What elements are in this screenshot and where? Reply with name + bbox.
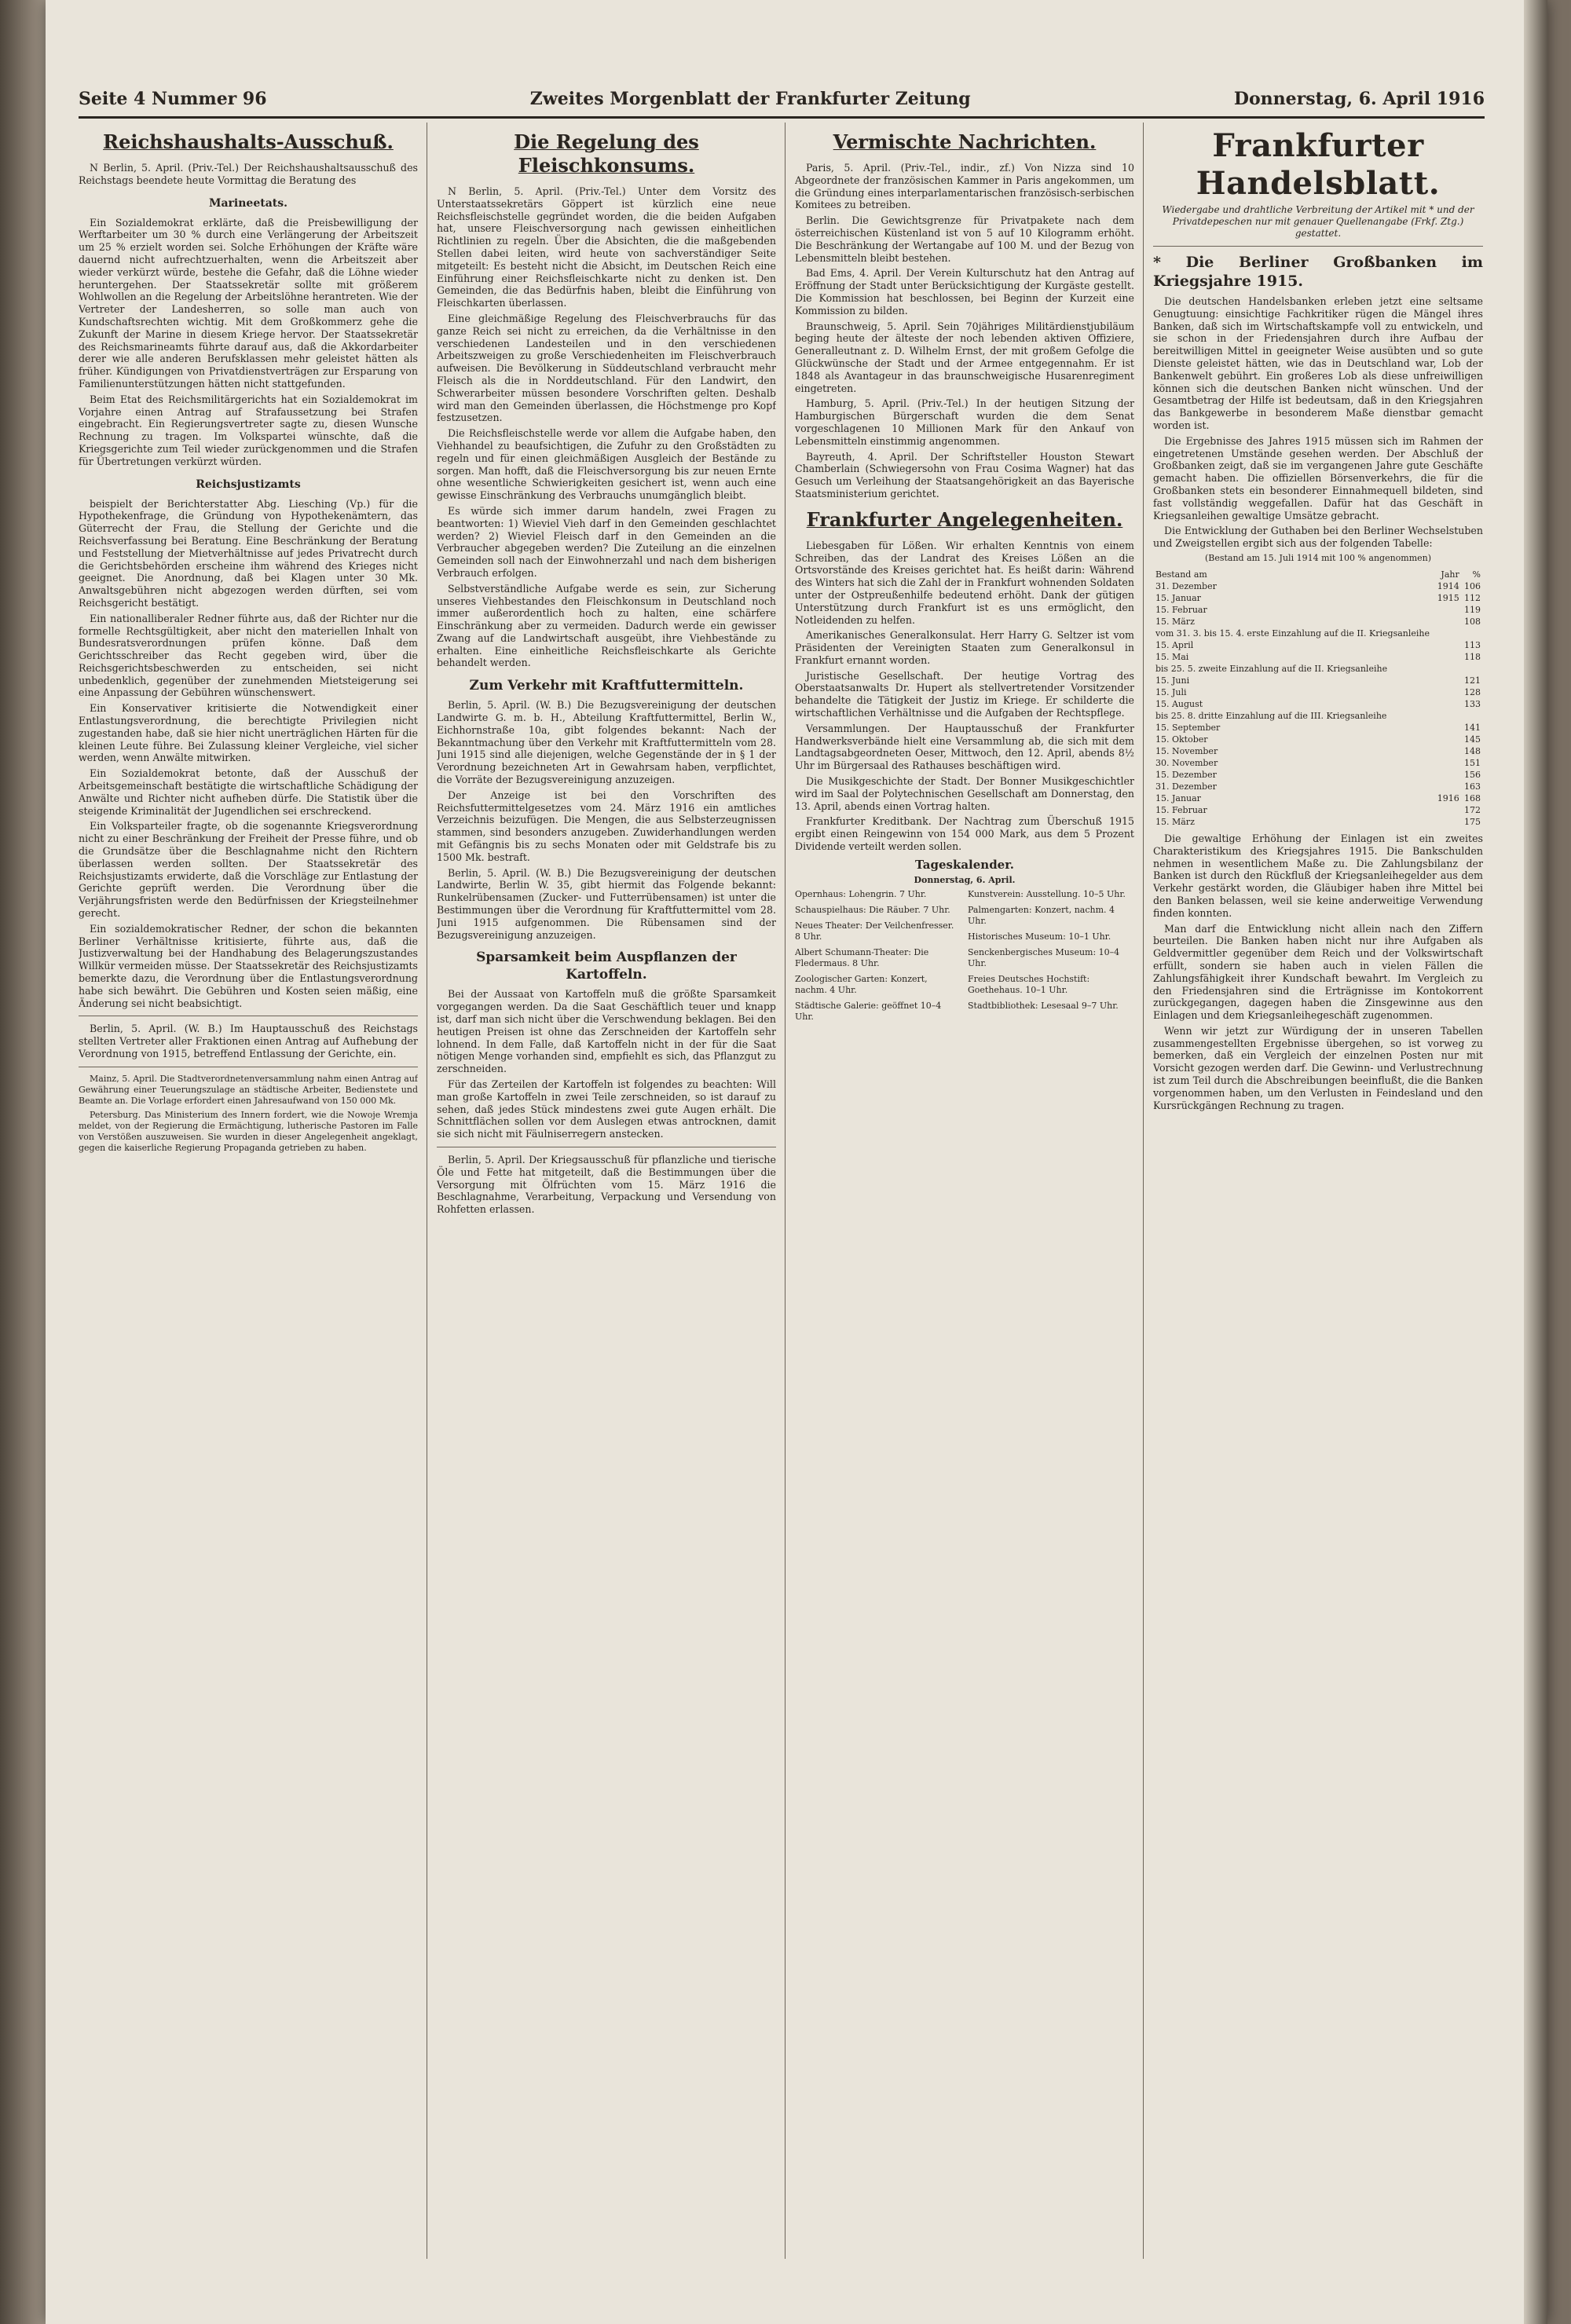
table-cell: 1914: [1437, 580, 1459, 591]
column-rule: [1143, 123, 1144, 2259]
article-paragraph: Amerikanisches Generalkonsulat. Herr Harry G. Seltzer ist vom Präsidenten der Vereinigten Staaten zum Generalkonsul in Frankfurt ernannt worden.: [795, 629, 1134, 666]
table-cell: [1434, 675, 1461, 686]
table-cell: [1462, 710, 1483, 722]
table-cell: 15. Februar: [1155, 804, 1207, 815]
table-cell: [1434, 816, 1461, 828]
table-cell: [1434, 757, 1461, 769]
article-paragraph: Man darf die Entwicklung nicht allein nach den Ziffern beurteilen. Die Banken haben nicht nur ihre Aufgaben als Geldvermittler gegenüber dem Reich und der Volkswirtschaft erfüllt, sondern sie haben auch in vielen Fällen die Zahlungsfähigkeit ihrer Kundschaft bewahrt. Im Vergleich zu den Friedensjahren sind die Erträgnisse im Kontokorrent zurückgegangen, dagegen haben die Zinsgewinne aus den Einlagen und dem Kriegsanleihegeschäft zugenommen.: [1153, 922, 1483, 1022]
article-paragraph: Versammlungen. Der Hauptausschuß der Frankfurter Handwerksverbände hielt eine Versammlung ab, die sich mit dem Landtagsabgeordneten Oeser, Mittwoch, den 12. April, abends 8½ Uhr im Bürgersaal des Rathauses beschäftigen wird.: [795, 722, 1134, 772]
table-cell: 175: [1464, 816, 1481, 827]
tageskalender-entry: Opernhaus: Lohengrin. 7 Uhr.: [795, 888, 927, 899]
table-cell: 156: [1464, 769, 1481, 780]
guthaben-table: [1153, 569, 1483, 828]
table-cell: 1915: [1437, 592, 1459, 603]
table-cell: 15. Juni: [1155, 675, 1190, 686]
page-header: [79, 83, 1485, 115]
table-cell: bis 25. 8. dritte Einzahlung auf die III. Kriegsanleihe: [1155, 710, 1387, 721]
table-row: [1153, 628, 1483, 639]
table-cell: [1434, 710, 1461, 722]
article-paragraph: Ein Sozialdemokrat erklärte, daß die Preisbewilligung der Werftarbeiter um 30 % durch eine Verlängerung der Arbeitszeit um 25 % erzielt worden sei. Solche Erhöhungen der Kräfte wäre dauernd nicht aufrechtzuerhalten, wenn die Arbeitszeit aber wieder verkürzt würde, bestehe die Gefahr, daß die Löhne wieder heruntergehen. Der Staatssekretär sollte mit größerem Wohlwollen an die Regelung der Arbeitslöhne herantreten. Wie der Vertreter der Landesherren, so solle man auch von Kundschaftsrechten wichtig. Mit dem Großkommerz gehe die Zukunft der Marine in diesem Kriege hervor. Der Staatssekretär des Reichsmarineamts führte darauf aus, daß die Akkordarbeiter derer wie alle anderen Berufsklassen mehr geleistet hätten als früher. Kündigungen von Privatdienstverträgen zur Ersparung von Familienunterstützungen hätten nicht stattgefunden.: [79, 216, 418, 390]
table-row: [1153, 792, 1483, 804]
table-cell: 15. Januar: [1155, 792, 1201, 803]
article-paragraph: Berlin, 5. April. (W. B.) Die Bezugsvereinigung der deutschen Landwirte G. m. b. H., Abteilung Kraftfuttermittel, Berlin W., Eichhornstraße 10a, gibt folgendes bekannt: Nach der Bekanntmachung über den Verkehr mit Kraftfuttermitteln vom 28. Juni 1915 sind alle diejenigen, welche Gegenstände der in § 1 der Verordnung bezeichneten Art in Gewahrsam haben, verpflichtet, die Vorräte der Bezugsvereinigung anzuzeigen.: [437, 699, 776, 786]
section-rule: [1153, 246, 1483, 247]
table-cell: 31. Dezember: [1155, 580, 1217, 591]
table-row: [1153, 686, 1483, 698]
article-paragraph: Die Reichsfleischstelle werde vor allem die Aufgabe haben, den Viehhandel zu beaufsichtigen, die Zufuhr zu den Großstädten zu regeln und für einen gleichmäßigen Ausgleich der Bestände zu sorgen. Man hofft, daß die Fleischversorgung bis zur neuen Ernte ohne wesentliche Schwierigkeiten gesichert ist, wenn auch eine gewisse Einschränkung des Verbrauchs unumgänglich bleibt.: [437, 427, 776, 502]
article-paragraph: beispielt der Berichterstatter Abg. Liesching (Vp.) für die Hypothekenfrage, die Gründung von Hypothekenämtern, das Güterrecht der Frau, die Stellung der Gerichte und die Reichsverfassung bei Beratung. Eine Beschränkung der Beratung und Feststellung der Mietverhältnisse auf jedes Privatrecht durch die Gerichtsbehörden erscheine ihm während des Krieges nicht geeignet. Die Anordnung, daß bei Klagen unter 30 Mk. Anwaltsgebühren nicht abgezogen werden dürften, sei vom Reichsgericht bestätigt.: [79, 497, 418, 609]
table-cell: [1434, 651, 1461, 663]
table-row: [1153, 663, 1483, 675]
table-cell: 15. März: [1155, 616, 1195, 627]
tageskalender-entry: Historisches Museum: 10–1 Uhr.: [968, 931, 1111, 942]
table-cell: [1434, 804, 1461, 816]
table-cell: 108: [1464, 616, 1481, 627]
table-cell: 163: [1464, 781, 1481, 792]
article-headline: Vermischte Nachrichten.: [833, 130, 1097, 153]
article-paragraph: Juristische Gesellschaft. Der heutige Vortrag des Oberstaatsanwalts Dr. Hupert als stellvertretender Vorsitzender behandelte die Tätigkeit der Justiz im Kriege. Er schilderte die wirtschaftlichen Verhältnisse und die Aufgaben der Rechtspflege.: [795, 669, 1134, 719]
table-row: [1153, 651, 1483, 663]
table-row: [1153, 781, 1483, 792]
table-row: [1153, 639, 1483, 651]
table-row: [1153, 698, 1483, 710]
article-subhead: Sparsamkeit beim Auspflanzen der Kartoffeln.: [476, 950, 737, 983]
table-header-cell: Bestand am: [1155, 569, 1207, 580]
table-row: [1153, 734, 1483, 745]
header-date: Donnerstag, 6. April 1916: [1233, 89, 1485, 109]
article-paragraph: Selbstverständliche Aufgabe werde es sein, zur Sicherung unseres Viehbestandes den Fleischkonsum in Deutschland noch immer außerordentlich hoch zu halten, eine schärfere Einschränkung aber zu vermeiden. Dadurch werde ein gewisser Zwang auf die Landwirtschaft ausgeübt, ihre Viehbestände zu erhalten. Eine einheitliche Reichsfleischkarte als Gerichte behandelt werden.: [437, 582, 776, 669]
table-cell: [1462, 663, 1483, 675]
article-paragraph: Beim Etat des Reichsmilitärgerichts hat ein Sozialdemokrat im Vorjahre einen Antrag auf Strafaussetzung bei Strafen eingebracht. Ein Regierungsvertreter sagte zu, diesen Wunsche Rechnung zu tragen. Im Volkspartei wünschte, daß die Kriegsgerichte zum Teil wieder zurückgenommen und die Strafen für Übertretungen verkürzt würden.: [79, 393, 418, 467]
header-rule: [79, 116, 1485, 119]
article-paragraph: Die Ergebnisse des Jahres 1915 müssen sich im Rahmen der eingetretenen Umstände gesehen werden. Der Abschluß der Großbanken zeigt, daß sie im vergangenen Jahre gute Geschäfte gemacht haben. Die offiziellen Börsenverkehrs, die für die Großbanken stets ein besonderer Einnahmequell bildeten, sind fast vollständig weggefallen. Dafür hat das Geschäft in Kriegsanleihen gewaltige Umsätze gebracht.: [1153, 434, 1483, 522]
article-paragraph: Bei der Aussaat von Kartoffeln muß die größte Sparsamkeit vorgegangen werden. Da die Saat Geschäftlich teuer und knapp ist, darf man sich nicht über die Verschwendung beklagen. Bei den heutigen Preisen ist ohne das Zerschneiden der Kartoffeln sehr lohnend. In dem Falle, daß Kartoffeln nicht in der für die Saat nötigen Menge vorhanden sind, empfiehlt es sich, das Pflanzgut zu zerschneiden.: [437, 988, 776, 1075]
table-cell: [1434, 628, 1461, 639]
article-paragraph: Ein Sozialdemokrat betonte, daß der Ausschuß der Arbeitsgemeinschaft bestätigte die wirtschaftliche Schädigung der Anwälte und Richter nicht aufheben dürfe. Die Statistik über die steigende Kriminalität der Jugendlichen sei erschreckend.: [79, 767, 418, 817]
table-cell: 15. April: [1155, 639, 1194, 650]
article-paragraph: Ein Volksparteiler fragte, ob die sogenannte Kriegsverordnung nicht zu einer Beschränkung der Freiheit der Presse führe, und ob die Grundsätze über die Beschlagnahme nicht den Richtern überlassen werden sollten. Der Staatssekretär des Reichsjustizamts erwiderte, daß die Vorschläge zur Entlastung der Gerichte geprüft werden. Die Verordnung über die Verjährungsfristen werde den Bedürfnissen der Kriegsteilnehmer gerecht.: [79, 820, 418, 920]
article-paragraph: Die Musikgeschichte der Stadt. Der Bonner Musikgeschichtler wird im Saal der Polytechnischen Gesellschaft am Donnerstag, den 13. April, abends einen Vortrag halten.: [795, 775, 1134, 812]
table-cell: 15. November: [1155, 745, 1218, 756]
table-row: [1153, 616, 1483, 628]
table-cell: 121: [1464, 675, 1481, 686]
table-row: [1153, 580, 1483, 592]
tageskalender-entry: Palmengarten: Konzert, nachm. 4 Uhr.: [968, 904, 1115, 926]
table-cell: [1434, 663, 1461, 675]
table-cell: [1434, 639, 1461, 651]
table-cell: 15. Januar: [1155, 592, 1201, 603]
table-row: [1153, 757, 1483, 769]
article-paragraph: Eine gleichmäßige Regelung des Fleischverbrauchs für das ganze Reich sei nicht zu erreichen, da die Verhältnisse in den verschiedenen Landesteilen und in den verschiedenen Arbeitszweigen zu große Verschiedenheiten im Fleischverbrauch aufweisen. Die Bevölkerung in Süddeutschland verbraucht mehr Fleisch als die in Norddeutschland. Für den Landwirt, den Schwerarbeiter müssen besondere Vorschriften gelten. Deshalb wird man den Gemeinden überlassen, die Höchstmenge pro Kopf festzusetzen.: [437, 312, 776, 424]
table-row: [1153, 592, 1483, 604]
tageskalender-entry: Schauspielhaus: Die Räuber. 7 Uhr.: [795, 904, 950, 915]
column-vermischtes: [795, 123, 1134, 2282]
article-paragraph: Mainz, 5. April. Die Stadtverordnetenversammlung nahm einen Antrag auf Gewährung einer Teuerungszulage an städtische Arbeiter, Bedienstete und Beamte an. Die Vorlage erfordert einen Jahresaufwand von 150 000 Mk.: [79, 1073, 418, 1106]
table-cell: 128: [1464, 686, 1481, 697]
table-cell: [1434, 769, 1461, 781]
table-row: [1153, 710, 1483, 722]
table-cell: 15. Mai: [1155, 651, 1189, 662]
article-paragraph: Ein Konservativer kritisierte die Notwendigkeit einer Entlastungsverordnung, die berechtigte Privilegien nicht zugestanden habe, daß sie hier nicht unerträglichen Härten für die kleinen Leute führe. Bei Zulassung kleiner Vergleiche, viel sicher werden, wenn Anwälte mitwirken.: [79, 702, 418, 764]
article-paragraph: Frankfurter Kreditbank. Der Nachtrag zum Überschuß 1915 ergibt einen Reingewinn von 154 000 Mark, aus dem 5 Prozent Dividende verteilt werden sollen.: [795, 815, 1134, 853]
table-row: [1153, 722, 1483, 734]
section-headline: Frankfurter Angelegenheiten.: [806, 507, 1123, 531]
article-paragraph: Berlin. Die Gewichtsgrenze für Privatpakete nach dem österreichischen Küstenland ist von 5 auf 10 Kilogramm erhöht. Die Beschränkung der Wertangabe auf 100 M. und der Bezug von Lebensmitteln bleibt bestehen.: [795, 214, 1134, 264]
article-paragraph: Berlin, 5. April. (W. B.) Die Bezugsvereinigung der deutschen Landwirte, Berlin W. 35, gibt hiermit das Folgende bekannt: Runkelrübensamen (Zucker- und Futterrübensamen) ist unter die Bestimmungen über die Verordnung für Kraftfuttermittel vom 28. Juni 1915 aufgenommen. Die Rübensamen sind der Bezugsvereinigung anzuzeigen.: [437, 866, 776, 941]
table-cell: 1916: [1437, 792, 1459, 803]
article-subhead: Marineetats.: [208, 196, 288, 210]
column-rule: [785, 123, 786, 2259]
article-paragraph: Die Entwicklung der Guthaben bei den Berliner Wechselstuben und Zweigstellen ergibt sich aus der folgenden Tabelle:: [1153, 525, 1483, 550]
table-cell: 15. März: [1155, 816, 1195, 827]
table-cell: 15. Oktober: [1155, 734, 1208, 745]
article-paragraph: Ein nationalliberaler Redner führte aus, daß der Richter nur die formelle Rechtsgültigkeit, aber nicht den materiellen Inhalt von Bundesratsverordnungen prüfen könne. Daß dem Gerichtsschreiber das Recht gegeben wird, über die Reichsgerichtsbeschwerden zu entscheiden, sei nicht unbedenklich, gegenüber der zunehmenden Mietsteigerung sei eine Anpassung der Gebühren wünschenswert.: [79, 612, 418, 699]
tageskalender-entry: Kunstverein: Ausstellung. 10–5 Uhr.: [968, 888, 1126, 899]
table-cell: 172: [1464, 804, 1481, 815]
table-cell: [1434, 686, 1461, 698]
tageskalender-entry: Senckenbergisches Museum: 10–4 Uhr.: [968, 946, 1120, 968]
table-row: [1153, 816, 1483, 828]
article-headline: Die Regelung des Fleischkonsums.: [514, 130, 699, 177]
table-cell: 145: [1464, 734, 1481, 745]
table-cell: 31. Dezember: [1155, 781, 1217, 792]
tageskalender-entry: Neues Theater: Der Veilchenfresser. 8 Uhr.: [795, 920, 954, 942]
table-cell: [1434, 734, 1461, 745]
table-header-row: [1153, 569, 1483, 580]
column-fleischkonsum: [437, 123, 776, 2282]
article-subhead: Reichsjustizamts: [196, 478, 301, 491]
next-page-edge: [1524, 0, 1547, 2324]
article-paragraph: Bayreuth, 4. April. Der Schriftsteller Houston Stewart Chamberlain (Schwiegersohn von Frau Cosima Wagner) hat das Gesuch um Verleihung der Staatsangehörigkeit an das Bayerische Staatsministerium gerichtet.: [795, 450, 1134, 500]
tageskalender-date: Donnerstag, 6. April.: [914, 874, 1016, 885]
article-paragraph: Hamburg, 5. April. (Priv.-Tel.) In der heutigen Sitzung der Hamburgischen Bürgerschaft wurden die dem Senat vorgeschlagenen 10 Millionen Mark für den Ankauf von Lebensmitteln einstimmig angenommen.: [795, 397, 1134, 447]
table-cell: 15. August: [1155, 698, 1203, 709]
table-cell: [1434, 698, 1461, 710]
article-paragraph: Die deutschen Handelsbanken erleben jetzt eine seltsame Genugtuung: einsichtige Fachkritiker rügen die Mängel ihres Banken, daß sich im Wirtschaftskampfe voll zu entwickeln, und sie schon in der Friedensjahren durch ihre Aufbau der bereitwilligen Mittel in geeigneter Weise ausübten und so gute Dienste geleistet hätten, wie das in Deutschland war, Lob der Bankenwelt gebührt. Ein großeres Lob als diese unfreiwilligen können sich die deutschen Banken nicht wünschen. Und der Gesamtbetrag der Hilfe ist bedeutsam, daß in den Kriegsjahren das Bankgewerbe in besonderem Maße dienstbar gemacht worden ist.: [1153, 295, 1483, 431]
table-row: [1153, 769, 1483, 781]
column-reichshaushalt: [79, 123, 418, 2282]
table-cell: 151: [1464, 757, 1481, 768]
article-paragraph: N Berlin, 5. April. (Priv.-Tel.) Unter dem Vorsitz des Unterstaatssekretärs Göppert ist kürzlich eine neue Reichsfleischstelle gegründet worden, die die beiden Aufgaben hat, unsere Fleischversorgung nach gewissen einheitlichen Richtlinien zu regeln. Über die Absichten, die die maßgebenden Stellen dabei leiten, wird heute von sachverständiger Seite mitgeteilt: Es besteht nicht die Absicht, im Deutschen Reich eine Einführung einer Reichsfleischkarte nicht zu denken ist. Den Gemeinden, die das Bedürfnis haben, bleibt die Einführung von Fleischkarten überlassen.: [437, 185, 776, 309]
article-paragraph: Der Anzeige ist bei den Vorschriften des Reichsfuttermittelgesetzes vom 24. März 1916 ein amtliches Verzeichnis beizufügen. Die Mengen, die aus Selbsterzeugnissen stammen, sind besonders anzugeben. Zuwiderhandlungen werden mit Gefängnis bis zu sechs Monaten oder mit Geldstrafe bis zu 1500 Mk. bestraft.: [437, 789, 776, 863]
article-paragraph: Braunschweig, 5. April. Sein 70jähriges Militärdienstjubiläum beging heute der älteste der noch lebenden aktiven Offiziere, Generalleutnant z. D. Wilhelm Ernst, der mit großem Gefolge die Glückwünsche der Stadt und der Armee entgegennahm. Er ist 1848 als Avantageur in das braunschweigische Husarenregiment eingetreten.: [795, 320, 1134, 394]
table-header-cell: Jahr: [1441, 569, 1459, 580]
tageskalender-entry: Stadtbibliothek: Lesesaal 9–7 Uhr.: [968, 1000, 1119, 1011]
table-header-cell: %: [1472, 569, 1481, 580]
table-cell: 119: [1464, 604, 1481, 615]
tageskalender-entry: Freies Deutsches Hochstift: Goethehaus. 10–1 Uhr.: [968, 973, 1090, 995]
table-cell: 15. Dezember: [1155, 769, 1217, 780]
table-cell: [1434, 745, 1461, 757]
article-headline: * Die Berliner Großbanken im Kriegsjahre 1915.: [1153, 254, 1483, 290]
table-cell: bis 25. 5. zweite Einzahlung auf die II. Kriegsanleihe: [1155, 663, 1388, 674]
article-paragraph: N Berlin, 5. April. (Priv.-Tel.) Der Reichshaushaltsausschuß des Reichstags beendete heute Vormittag die Beratung des: [79, 162, 418, 186]
tageskalender-entry: Städtische Galerie: geöffnet 10–4 Uhr.: [795, 1000, 942, 1022]
article-headline: Reichshaushalts-Ausschuß.: [103, 130, 394, 153]
table-cell: 112: [1464, 592, 1481, 603]
article-paragraph: Berlin, 5. April. (W. B.) Im Hauptausschuß des Reichstags stellten Vertreter aller Fraktionen einen Antrag auf Aufhebung der Verordnung von 1915, betreffend Entlassung der Gerichte, ein.: [79, 1023, 418, 1060]
table-cell: 133: [1464, 698, 1481, 709]
table-cell: 15. September: [1155, 722, 1221, 733]
article-paragraph: Paris, 5. April. (Priv.-Tel., indir., zf.) Von Nizza sind 10 Abgeordnete der französischen Kammer in Paris angekommen, um die Gründung eines interparlamentarischen französisch-serbischen Komitees zu betreiben.: [795, 162, 1134, 211]
article-paragraph: Für das Zerteilen der Kartoffeln ist folgendes zu beachten: Will man große Kartoffeln in zwei Teile zerschneiden, so ist darauf zu sehen, daß jedes Stück mindestens zwei gute Augen erhält. Die Schnittflächen sollen vor dem Auslegen etwas antrocknen, damit sie sich nicht mit Fäulniserregern anstecken.: [437, 1078, 776, 1140]
handelsblatt-notice: Wiedergabe und drahtliche Verbreitung der Artikel mit * und der Privatdepeschen nur mit genauer Quellenangabe (Frkf. Ztg.) gestattet.: [1162, 204, 1474, 239]
table-cell: [1434, 722, 1461, 734]
table-cell: vom 31. 3. bis 15. 4. erste Einzahlung auf die II. Kriegsanleihe: [1155, 628, 1430, 639]
article-subhead: Zum Verkehr mit Kraftfuttermitteln.: [469, 678, 744, 694]
table-cell: [1434, 616, 1461, 628]
table-cell: 15. Februar: [1155, 604, 1207, 615]
tageskalender-list: [795, 889, 1134, 1027]
book-binding-left: [0, 0, 46, 2324]
table-cell: 30. November: [1155, 757, 1218, 768]
tageskalender-heading: Tageskalender.: [915, 857, 1014, 872]
table-cell: 141: [1464, 722, 1481, 733]
table-cell: [1434, 604, 1461, 616]
table-row: [1153, 604, 1483, 616]
table-cell: 118: [1464, 651, 1481, 662]
article-paragraph: Berlin, 5. April. Der Kriegsausschuß für pflanzliche und tierische Öle und Fette hat mitgeteilt, daß die Bestimmungen über die Versorgung mit Ölfrüchten vom 15. März 1916 die Beschlagnahme, Verarbeitung, Verpackung und Versendung von Rohfetten erlassen.: [437, 1153, 776, 1216]
table-row: [1153, 675, 1483, 686]
header-page-number: Seite 4 Nummer 96: [79, 89, 267, 109]
tageskalender-entry: Albert Schumann-Theater: Die Fledermaus. 8 Uhr.: [795, 946, 929, 968]
article-paragraph: Es würde sich immer darum handeln, zwei Fragen zu beantworten: 1) Wieviel Vieh darf in den Gemeinden geschlachtet werden? 2) Wieviel Fleisch darf in den Gemeinden an die Verbraucher abgegeben werden? Die Zuteilung an die einzelnen Gemeinden soll nach der Einwohnerzahl und nach dem bisherigen Verbrauch erfolgen.: [437, 504, 776, 579]
table-row: [1153, 804, 1483, 816]
article-paragraph: Petersburg. Das Ministerium des Innern fordert, wie die Nowoje Wremja meldet, von der Regierung die Ermächtigung, lutherische Pastoren im Falle von Verstößen auszuweisen. Sie wurden in dieser Angelegenheit angeklagt, gegen die kaiserliche Regierung Propaganda getrieben zu haben.: [79, 1109, 418, 1153]
handelsblatt-title: Frankfurter Handelsblatt.: [1196, 127, 1441, 202]
table-cell: [1434, 781, 1461, 792]
article-paragraph: Ein sozialdemokratischer Redner, der schon die bekannten Berliner Verhältnisse kritisierte, führte aus, daß die Justizverwaltung bei der Handhabung des Belagerungszustandes Willkür vermeiden müsse. Der Staatssekretär des Reichsjustizamts bemerkte dazu, die Verordnung über die Entlastungsverordnung habe sich bewährt. Die Gebühren und Kosten seien mäßig, eine Änderung sei nicht beabsichtigt.: [79, 922, 418, 1009]
table-caption: (Bestand am 15. Juli 1914 mit 100 % angenommen): [1204, 552, 1432, 563]
tageskalender-entry: Zoologischer Garten: Konzert, nachm. 4 Uhr.: [795, 973, 928, 995]
article-paragraph: Liebesgaben für Lößen. Wir erhalten Kenntnis von einem Schreiben, das der Landrat des Kreises Lößen an die Ortsvorstände des Kreises gerichtet hat. Es heißt darin: Während des Winters hat sich die Zahl der in Frankfurt wohnenden Soldaten unter der Ostpreußenhilfe bedeutend erhöht. Dank der gütigen Unterstützung durch Frankfurt ist es uns ermöglicht, den Notleidenden zu helfen.: [795, 539, 1134, 626]
article-paragraph: Die gewaltige Erhöhung der Einlagen ist ein zweites Charakteristikum des Kriegsjahres 1915. Die Bankschulden nehmen in wesentlichem Maße zu. Die Zahlungsbilanz der Banken ist durch den Rückfluß der Kriegsanleihegelder aus dem Verkehr gestärkt worden, die Gläubiger haben ihre Mittel bei den Banken belassen, weil sie keine anderweitige Verwendung finden konnten.: [1153, 832, 1483, 919]
table-cell: 106: [1464, 580, 1481, 591]
table-cell: 168: [1464, 792, 1481, 803]
table-row: [1153, 745, 1483, 757]
table-cell: 148: [1464, 745, 1481, 756]
table-cell: 113: [1464, 639, 1481, 650]
column-handelsblatt: [1153, 123, 1483, 2282]
table-cell: [1462, 628, 1483, 639]
article-paragraph: Wenn wir jetzt zur Würdigung der in unseren Tabellen zusammengestellten Ergebnisse übergehen, so ist vorweg zu bemerken, daß ein Vergleich der einzelnen Posten nur mit Vorsicht gezogen werden darf. Die Gewinn- und Verlustrechnung ist zum Teil durch die Abschreibungen beeinflußt, die die Banken vorgenommen haben, um den Verlusten in Feindesland und den Kursrückgängen Rechnung zu tragen.: [1153, 1024, 1483, 1111]
header-masthead: Zweites Morgenblatt der Frankfurter Zeitung: [529, 89, 971, 109]
article-paragraph: Bad Ems, 4. April. Der Verein Kulturschutz hat den Antrag auf Eröffnung der Stadt unter Berücksichtigung der Kurgäste gestellt. Die Kommission hat beschlossen, bei Beginn der Kurzeit eine Kommission zu bilden.: [795, 267, 1134, 317]
table-cell: 15. Juli: [1155, 686, 1187, 697]
